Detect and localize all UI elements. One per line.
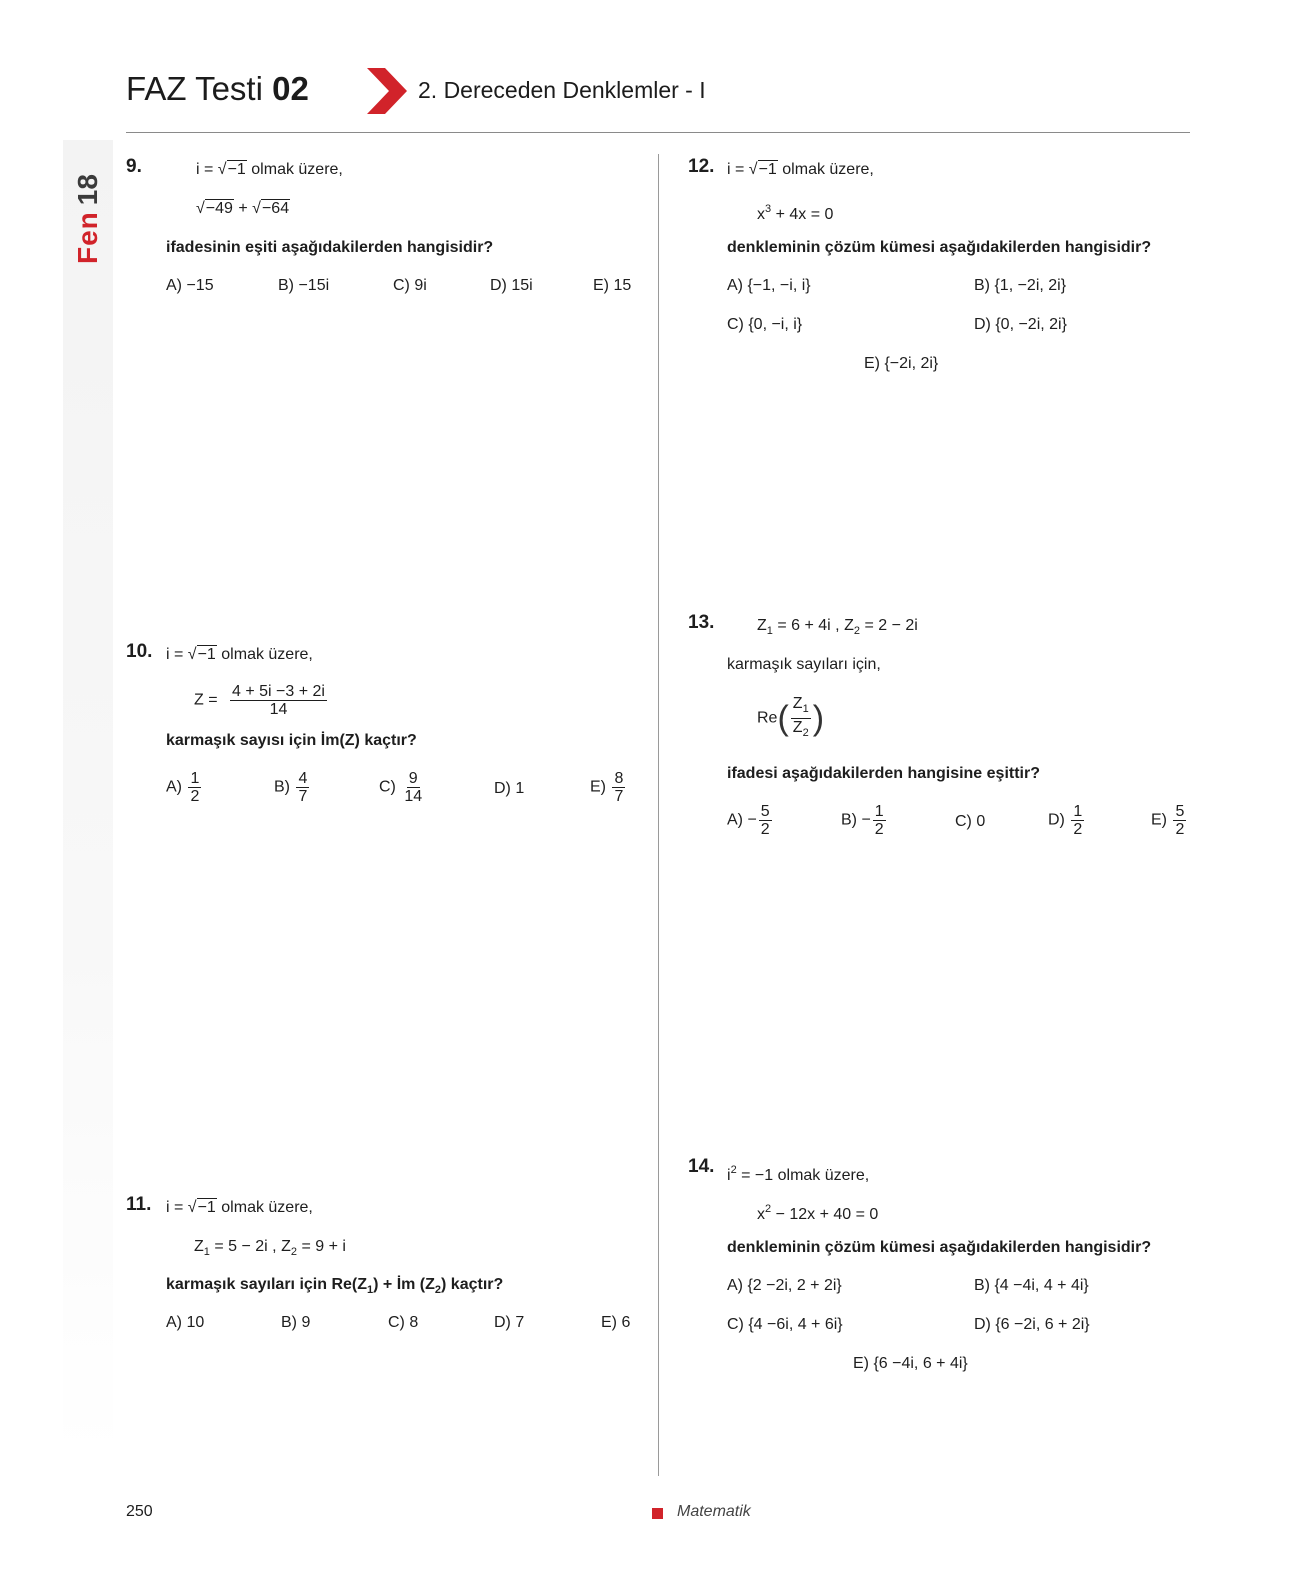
sqrt-expr: √−1 — [187, 1199, 216, 1216]
z1-value: = 5 − 2i , — [214, 1238, 277, 1255]
section-subtitle: 2. Dereceden Denklemler - I — [418, 77, 706, 103]
fraction — [873, 803, 886, 838]
fraction — [402, 770, 424, 805]
stem-part: ) kaçtır? — [441, 1276, 504, 1293]
question-number: 10. — [126, 641, 153, 662]
cond-prefix: i = — [166, 646, 184, 663]
fraction — [1173, 803, 1186, 838]
fraction — [1071, 803, 1084, 838]
option-letter: E) — [1151, 811, 1167, 829]
denominator: 7 — [298, 788, 308, 805]
cond-suffix: olmak üzere, — [221, 646, 313, 663]
brand-number: 18 — [72, 174, 103, 206]
question-11 — [126, 1195, 151, 1216]
sidebar-strip — [63, 140, 113, 1460]
fraction — [612, 770, 625, 805]
q13-stem: ifadesi aşağıdakilerden hangisine eşittir? — [727, 765, 1040, 782]
q11-option-c[interactable]: C) 8 — [388, 1314, 419, 1331]
stem-part: karmaşık sayıları için Re(Z — [166, 1276, 367, 1293]
q12-option-e[interactable]: E) {−2i, 2i} — [864, 355, 939, 372]
question-number: 12. — [688, 156, 715, 177]
option-letter: B) − — [841, 811, 871, 829]
subscript: 2 — [853, 625, 860, 637]
sqrt-expr: √−1 — [217, 161, 246, 178]
numerator: 5 — [760, 803, 770, 820]
question-12 — [688, 157, 714, 178]
q11-option-b[interactable]: B) 9 — [281, 1314, 311, 1331]
subscript: 2 — [802, 727, 809, 739]
q13-re-expression — [757, 695, 824, 742]
numerator: 1 — [190, 770, 200, 787]
page-title — [126, 70, 309, 108]
q13-option-d[interactable] — [1048, 803, 1086, 838]
question-number: 9. — [126, 156, 142, 177]
title-number: 02 — [272, 70, 309, 107]
q13-line2: karmaşık sayıları için, — [727, 656, 881, 673]
fraction — [759, 803, 772, 838]
q9-option-a[interactable]: A) −15 — [166, 277, 214, 294]
numerator: 1 — [874, 803, 884, 820]
subscript: 1 — [802, 703, 809, 715]
q10-stem: karmaşık sayısı için İm(Z) kaçtır? — [166, 732, 417, 749]
question-number: 13. — [688, 612, 715, 633]
denominator: 7 — [614, 788, 624, 805]
option-value: 1 — [515, 780, 525, 797]
z1-value: = 6 + 4i , — [777, 617, 840, 634]
subscript: 2 — [434, 1284, 442, 1296]
q10-z-expression — [194, 683, 329, 718]
exponent: 2 — [730, 1164, 737, 1176]
cond-prefix: i = — [196, 161, 214, 178]
radicand: −1 — [197, 1199, 216, 1216]
question-13 — [688, 613, 714, 634]
question-14 — [688, 1157, 714, 1178]
denominator: 2 — [190, 788, 200, 805]
q11-option-d[interactable]: D) 7 — [494, 1314, 525, 1331]
numerator: 1 — [1073, 803, 1083, 820]
q9-condition — [196, 160, 343, 180]
q10-option-c[interactable] — [379, 770, 426, 805]
q9-expression — [196, 199, 290, 219]
question-9 — [126, 157, 142, 178]
q10-condition — [166, 645, 313, 665]
option-letter: D) — [1048, 811, 1065, 829]
z-label: Z = — [194, 691, 218, 709]
variable: i — [727, 1167, 731, 1184]
numerator: 9 — [408, 770, 418, 787]
q10-option-e[interactable] — [590, 770, 627, 805]
z1-symbol: Z — [757, 617, 767, 634]
option-letter: A) — [166, 778, 182, 796]
q12-option-c[interactable]: C) {0, −i, i} — [727, 316, 803, 333]
q14-option-e[interactable]: E) {6 −4i, 6 + 4i} — [853, 1355, 968, 1372]
radicand: −64 — [261, 200, 290, 217]
q10-option-a[interactable] — [166, 770, 203, 805]
z2-value: = 9 + i — [301, 1238, 346, 1255]
q12-stem: denkleminin çözüm kümesi aşağıdakilerden hangisidir? — [727, 239, 1152, 256]
numerator — [791, 695, 811, 719]
numerator: 5 — [1175, 803, 1185, 820]
radicand: −1 — [197, 646, 216, 663]
fraction — [296, 770, 309, 805]
q9-option-b[interactable]: B) −15i — [278, 277, 330, 294]
q11-option-e[interactable]: E) 6 — [601, 1314, 631, 1331]
denominator: 2 — [1175, 821, 1185, 838]
header-divider — [126, 132, 1190, 133]
z-symbol: Z — [792, 719, 803, 736]
q12-condition — [727, 160, 874, 180]
q11-stem — [166, 1275, 503, 1300]
q12-option-d[interactable]: D) {0, −2i, 2i} — [974, 316, 1067, 333]
right-paren: ) — [812, 699, 825, 738]
cond-prefix: i = — [727, 161, 745, 178]
q11-condition — [166, 1198, 313, 1218]
question-number: 14. — [688, 1156, 715, 1177]
subscript: 2 — [290, 1246, 297, 1258]
q13-option-c[interactable] — [955, 813, 985, 831]
page-number: 250 — [126, 1503, 153, 1520]
sqrt-expr: √−49 — [196, 200, 233, 217]
q12-option-a[interactable]: A) {−1, −i, i} — [727, 277, 811, 294]
square-bullet-icon — [652, 1508, 663, 1519]
denominator: 2 — [874, 821, 884, 838]
subscript: 1 — [367, 1284, 374, 1296]
title-prefix: FAZ Testi — [126, 70, 263, 107]
q14-stem: denkleminin çözüm kümesi aşağıdakilerden hangisidir? — [727, 1239, 1152, 1256]
fraction — [188, 770, 201, 805]
option-letter: E) — [590, 778, 606, 796]
q10-option-d[interactable] — [494, 780, 524, 798]
q9-option-d[interactable]: D) 15i — [490, 277, 533, 294]
q14-equation — [757, 1199, 878, 1225]
cond-rest: = −1 olmak üzere, — [741, 1167, 870, 1184]
z2-symbol: Z — [281, 1238, 291, 1255]
option-letter: D) — [494, 780, 511, 797]
q9-stem: ifadesinin eşiti aşağıdakilerden hangisidir? — [166, 239, 494, 256]
chevron-right-icon — [365, 66, 409, 116]
option-letter: A) − — [727, 811, 757, 829]
q9-option-e[interactable]: E) 15 — [593, 277, 632, 294]
option-value: 0 — [976, 813, 986, 830]
q13-values — [757, 616, 918, 641]
numerator: 8 — [614, 770, 624, 787]
radicand: −1 — [227, 161, 246, 178]
q12-equation — [757, 199, 833, 225]
cond-prefix: i = — [166, 1199, 184, 1216]
cond-suffix: olmak üzere, — [782, 161, 874, 178]
equation-rest: − 12x + 40 = 0 — [775, 1206, 879, 1223]
sqrt-expr: √−1 — [187, 646, 216, 663]
z2-symbol: Z — [844, 617, 854, 634]
stem-part: ) + İm (Z — [373, 1276, 435, 1293]
equation-rest: + 4x = 0 — [775, 206, 834, 223]
exponent: 2 — [765, 1203, 772, 1215]
q14-condition — [727, 1160, 869, 1186]
denominator: 14 — [269, 701, 288, 718]
z-symbol: Z — [792, 695, 803, 712]
re-label: Re — [757, 709, 778, 727]
fraction — [230, 683, 327, 718]
z1-symbol: Z — [194, 1238, 204, 1255]
question-10 — [126, 642, 152, 663]
z2-value: = 2 − 2i — [864, 617, 918, 634]
numerator: 4 — [298, 770, 308, 787]
q10-option-b[interactable] — [274, 770, 311, 805]
q13-option-b[interactable] — [841, 803, 888, 838]
variable: x — [757, 206, 765, 223]
radicand: −49 — [205, 200, 233, 217]
q9-option-c[interactable]: C) 9i — [393, 277, 427, 294]
subscript: 1 — [766, 625, 773, 637]
radicand: −1 — [758, 161, 777, 178]
cond-suffix: olmak üzere, — [251, 161, 343, 178]
q14-option-d[interactable]: D) {6 −2i, 6 + 2i} — [974, 1316, 1090, 1333]
numerator: 4 + 5i −3 + 2i — [232, 683, 325, 700]
q11-values — [194, 1237, 346, 1262]
exponent: 3 — [765, 203, 772, 215]
subscript: 1 — [203, 1246, 210, 1258]
left-paren: ( — [777, 699, 789, 738]
q14-option-a[interactable]: A) {2 −2i, 2 + 2i} — [727, 1277, 842, 1294]
q11-option-a[interactable]: A) 10 — [166, 1314, 205, 1331]
question-number: 11. — [126, 1194, 152, 1215]
cond-suffix: olmak üzere, — [221, 1199, 313, 1216]
q13-option-e[interactable] — [1151, 803, 1188, 838]
sqrt-expr: √−64 — [252, 200, 290, 217]
option-letter: B) — [274, 778, 290, 796]
q14-option-c[interactable]: C) {4 −6i, 4 + 6i} — [727, 1316, 843, 1333]
denominator: 2 — [1073, 821, 1083, 838]
denominator: 14 — [404, 788, 423, 805]
denominator — [791, 719, 811, 742]
option-letter: C) — [955, 813, 972, 830]
brand-logo: Fen — [72, 211, 103, 264]
variable: x — [757, 1206, 765, 1223]
plus-sign: + — [238, 200, 248, 217]
sqrt-expr: √−1 — [748, 161, 777, 178]
q13-option-a[interactable] — [727, 803, 774, 838]
q14-option-b[interactable]: B) {4 −4i, 4 + 4i} — [974, 1277, 1089, 1294]
q12-option-b[interactable]: B) {1, −2i, 2i} — [974, 277, 1067, 294]
column-divider — [658, 154, 659, 1476]
subject-label: Matematik — [677, 1503, 751, 1520]
option-letter: C) — [379, 778, 396, 796]
denominator: 2 — [760, 821, 770, 838]
sidebar-brand — [72, 148, 104, 264]
fraction — [791, 695, 811, 742]
